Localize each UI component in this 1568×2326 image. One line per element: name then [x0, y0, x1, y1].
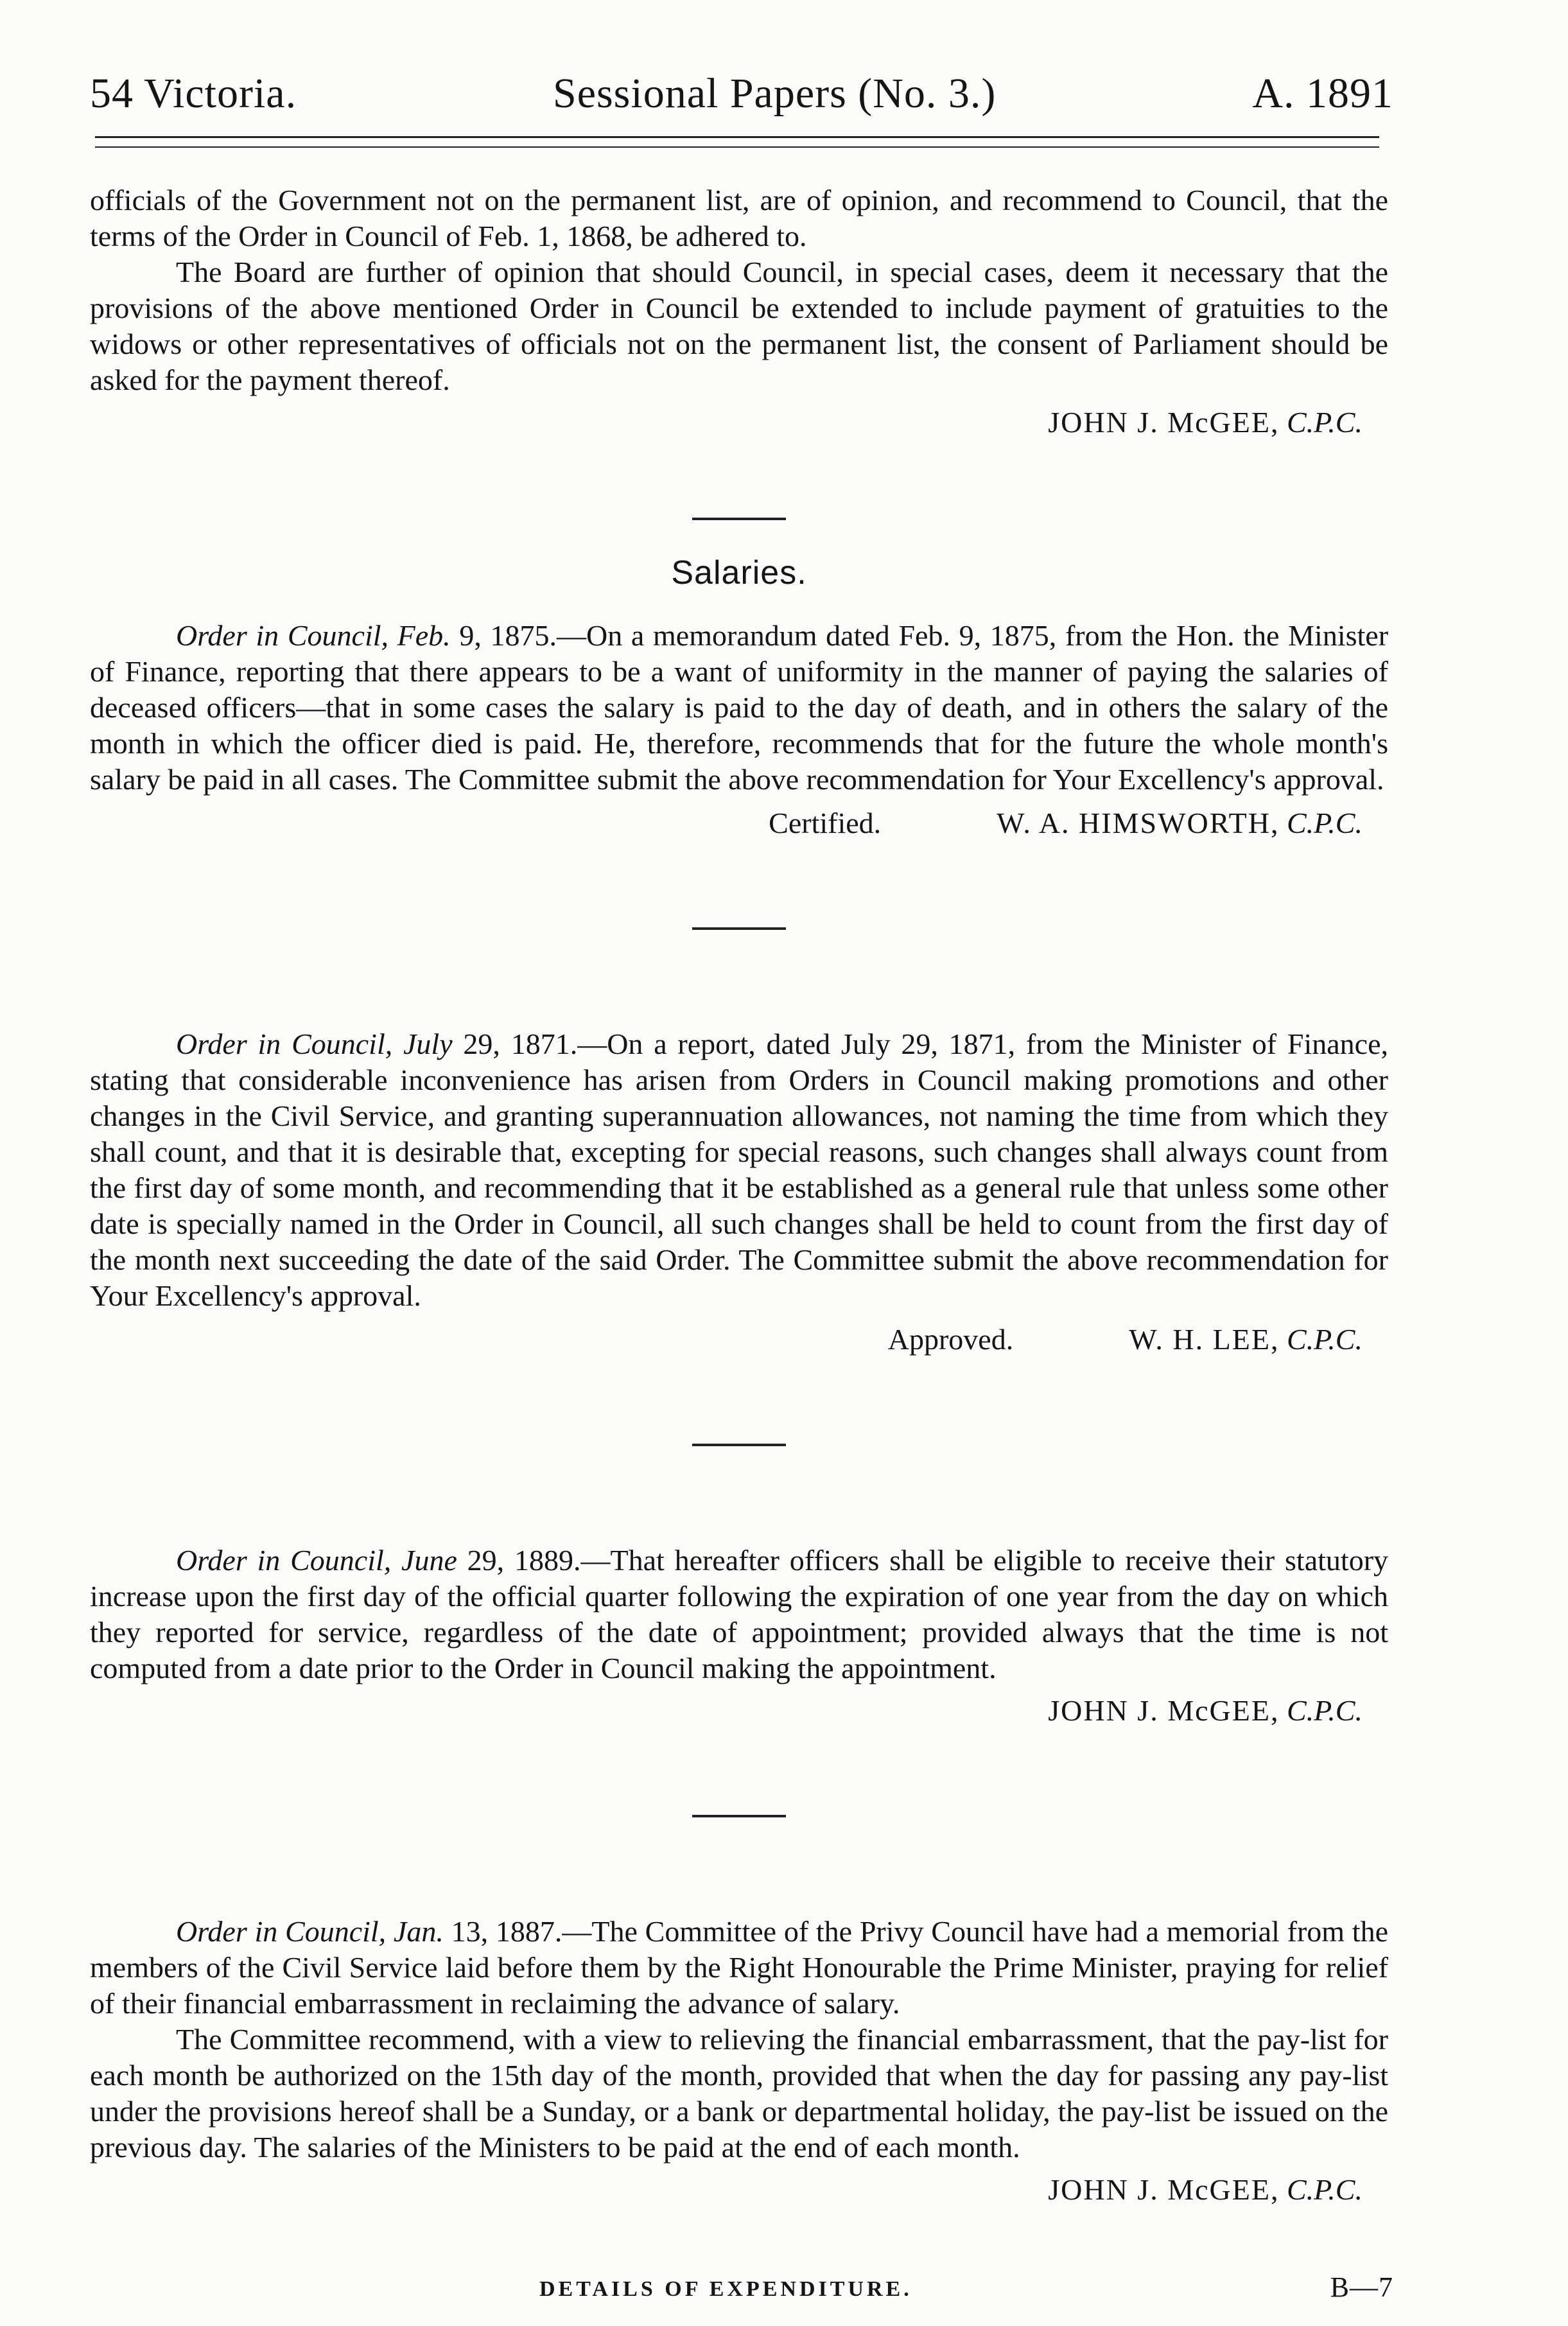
signature-status: Approved. — [887, 1323, 1014, 1356]
order-title: Order in Council, Feb. — [176, 619, 451, 652]
paragraph: officials of the Government not on the permanent list, are of opinion, and recommend to Council, that the terms of the Order in Council of Feb. 1, 1868, be adhered to. — [90, 184, 1388, 252]
signature-title: C.P.C. — [1286, 2173, 1363, 2206]
header-year: A. 1891 — [1252, 70, 1393, 117]
signature-status: Certified. — [769, 807, 882, 839]
header-volume: 54 Victoria. — [90, 70, 297, 117]
order-title: Order in Council, June — [176, 1544, 457, 1577]
order-date: 13, 1887. — [443, 1915, 562, 1948]
paragraph: The Committee recommend, with a view to relieving the financial embarrassment, that the pay-list for each month be authorized on the 15th day of the month, provided that when the day for passing any pay-list under the provisions hereof shall be a Sunday, or a bank or departmental holiday, the pay-list be issued on the previous day. The salaries of the Ministers to be paid at the end of each month. — [90, 2023, 1388, 2164]
header-rule — [95, 146, 1379, 148]
order-paragraph — [90, 1914, 1388, 2022]
signature-title: C.P.C. — [1286, 1694, 1363, 1727]
signature-title: C.P.C. — [1286, 1323, 1363, 1356]
order-title: Order in Council, Jan. — [176, 1915, 444, 1948]
section-title: Salaries. — [671, 554, 807, 591]
order-paragraph — [90, 618, 1388, 798]
signature — [90, 1692, 1363, 1730]
order-text: —On a memorandum dated Feb. 9, 1875, from the Hon. the Minister of Finance, reporting that there appears to be a want of uniformity in the manner of paying the salaries of deceased officers—that in some cases the salary is paid to the day of death, and in others the salary of the month in which the officer died is paid. He, therefore, recommends that for the future the whole month's salary be paid in all cases. The Committee submit the above recommendation for Your Excellency's approval. — [90, 619, 1389, 796]
signature-name: JOHN J. McGEE, — [1048, 1694, 1280, 1727]
order-paragraph — [90, 1026, 1388, 1314]
footer-section-label: DETAILS OF EXPENDITURE. — [539, 2277, 912, 2301]
paragraph: The Board are further of opinion that should Council, in special cases, deem it necessary that the provisions of the above mentioned Order in Council be extended to include payment of gratuities to the widows or other representatives of officials not on the permanent list, the consent of Parliament should be asked for the payment thereof. — [90, 256, 1388, 396]
order-date: 9, 1875. — [450, 619, 557, 652]
footer-page-number: B—7 — [1330, 2271, 1393, 2303]
header-title: Sessional Papers (No. 3.) — [553, 70, 997, 117]
signature — [90, 403, 1363, 442]
page-header — [90, 69, 1393, 127]
section-divider — [692, 518, 786, 520]
signature — [90, 2171, 1363, 2209]
signature — [90, 1320, 1388, 1359]
signature-name: JOHN J. McGEE, — [1048, 406, 1280, 439]
section-divider — [692, 927, 786, 930]
section-divider — [692, 1815, 786, 1817]
signature — [90, 804, 1388, 843]
order-text: —The Committee of the Privy Council have had a memorial from the members of the Civil Service laid before them by the Right Honourable the Prime Minister, praying for relief of their financial embarrassment in reclaiming the advance of salary. — [90, 1915, 1389, 2020]
order-date: 29, 1871. — [452, 1027, 578, 1060]
order-title: Order in Council, July — [176, 1027, 453, 1060]
header-rule — [95, 136, 1379, 138]
signature-name: JOHN J. McGEE, — [1048, 2173, 1280, 2206]
order-text: —That hereafter officers shall be eligible to receive their statutory increase upon the first day of the official quarter following the expiration of one year from the day on which they reported for service, regardless of the date of appointment; provided always that the time is not computed from a date prior to the Order in Council making the appointment. — [90, 1544, 1389, 1684]
order-date: 29, 1889. — [457, 1544, 581, 1577]
order-paragraph — [90, 1543, 1388, 1686]
page-body — [90, 182, 1388, 2209]
signature-name: W. A. HIMSWORTH, — [997, 807, 1280, 839]
order-text: —On a report, dated July 29, 1871, from the Minister of Finance, stating that considerable inconvenience has arisen from Orders in Council making promotions and other changes in the Civil Service, and granting superannuation allowances, not naming the time from which they shall count, and that it is desirable that, excepting for special reasons, such changes shall always count from the first day of some month, and recommending that it be established as a general rule that unless some other date is specially named in the Order in Council, all such changes shall be held to count from the first day of the month next succeeding the date of the said Order. The Committee submit the above recommendation for Your Excellency's approval. — [90, 1027, 1388, 1312]
signature-title: C.P.C. — [1286, 406, 1363, 439]
signature-title: C.P.C. — [1286, 807, 1363, 839]
signature-name: W. H. LEE, — [1129, 1323, 1280, 1356]
section-divider — [692, 1444, 786, 1446]
